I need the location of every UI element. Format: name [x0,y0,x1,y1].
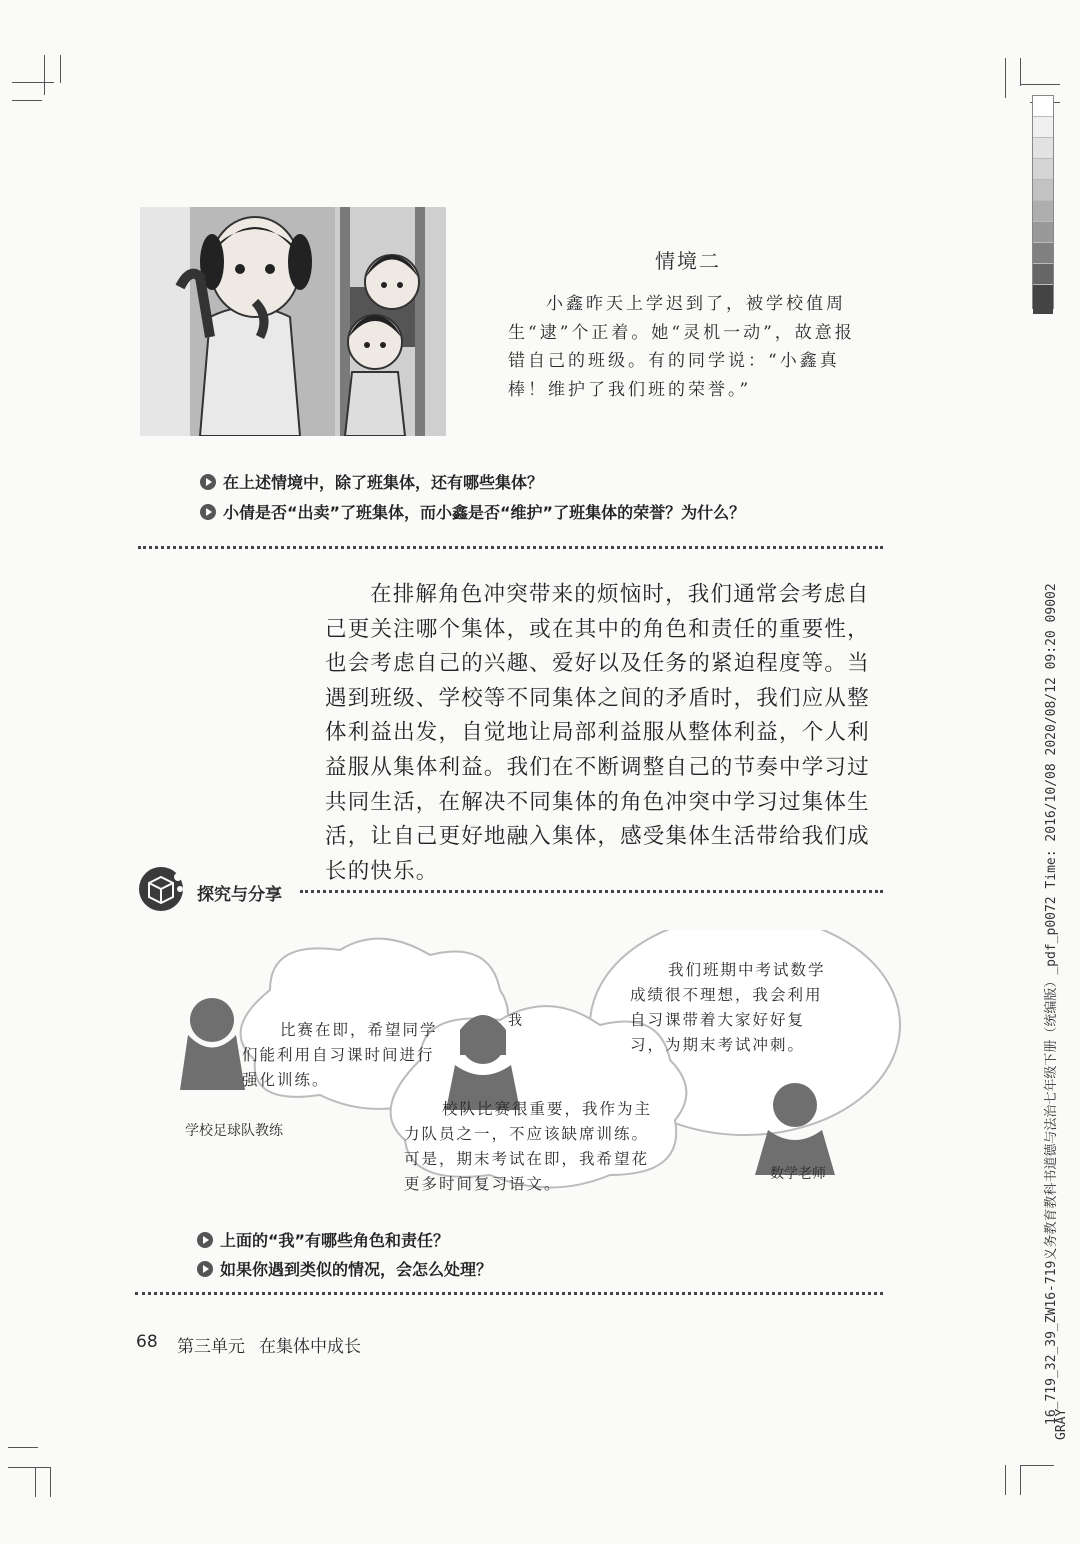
teacher-label: 数学老师 [770,1166,826,1182]
arrow-bullet-icon [200,504,216,520]
gray-label: GRAY [1054,1408,1069,1440]
crop-mark [8,1447,38,1448]
dotted-divider [300,890,883,893]
arrow-bullet-icon [200,474,216,490]
section-title: 探究与分享 [197,885,282,905]
crop-mark [60,55,61,83]
unit-number: 第三单元 [177,1337,245,1357]
arrow-bullet-icon [197,1232,213,1248]
coach-bubble-text: 比赛在即，希望同学们能利用自习课时间进行强化训练。 [242,1021,438,1089]
question-item [200,470,543,493]
unit-title: 在集体中成长 [259,1337,361,1357]
production-info: 16_719_32_39_ZW16-719义务教育教科书道德与法治七年级下册（统编版）_pdf_p0072 Time: 2016/10/08 2020/08/12 09:20 09002 [1044,583,1059,1425]
crop-mark [1020,84,1060,85]
crop-mark [8,1467,50,1468]
teacher-bubble-text: 我们班期中考试数学成绩很不理想，我会利用自习课带着大家好好复习，为期末考试冲刺。 [630,961,826,1054]
scenario-title: 情境二 [655,249,721,273]
me-label: 我 [508,1013,522,1029]
question-text: 如果你遇到类似的情况，会怎么处理？ [220,1260,493,1279]
crop-mark [1005,58,1006,98]
crop-mark [50,1467,51,1497]
explore-share-icon [137,865,185,913]
scenario-text: 小鑫昨天上学迟到了，被学校值周生“逮”个正着。她“灵机一动”，故意报错自己的班级。有的同学说：“小鑫真棒！维护了我们班的荣誉。” [508,294,855,400]
crop-mark [44,55,45,95]
crop-mark [1005,1465,1006,1495]
crop-mark [12,82,54,83]
question-item [197,1228,449,1251]
question-text: 小倩是否“出卖”了班集体，而小鑫是否“维护”了班集体的荣誉？为什么？ [223,503,746,522]
crop-mark [1020,1465,1021,1495]
question-text: 上面的“我”有哪些角色和责任？ [220,1231,450,1250]
dotted-divider [138,546,883,549]
coach-label: 学校足球队教练 [185,1123,283,1139]
main-paragraph: 在排解角色冲突带来的烦恼时，我们通常会考虑自己更关注哪个集体，或在其中的角色和责任的重要性，也会考虑自己的兴趣、爱好以及任务的紧迫程度等。当遇到班级、学校等不同集体之间的矛盾时，我们应从整体利益出发，自觉地让局部利益服从整体利益，个人利益服从集体利益。我们在不断调整自己的节奏中学习过共同生活，在解决不同集体的角色冲突中学习过集体生活，让自己更好地融入集体，感受集体生活带给我们成长的快乐。 [325,582,870,884]
question-item [197,1257,492,1280]
crop-mark [1020,1465,1054,1466]
question-item [200,500,745,523]
crop-mark [35,1467,36,1497]
scenario-illustration [140,207,446,436]
crop-mark [1020,58,1021,86]
me-bubble-text: 校队比赛很重要，我作为主力队员之一，不应该缺席训练。可是，期末考试在即，我希望花更多时间复习语文。 [404,1100,653,1193]
dotted-divider [135,1292,883,1295]
page-number: 68 [136,1332,158,1352]
crop-mark [12,100,42,101]
arrow-bullet-icon [197,1261,213,1277]
gray-scale-bar [1032,95,1054,309]
question-text: 在上述情境中，除了班集体，还有哪些集体？ [223,473,544,492]
